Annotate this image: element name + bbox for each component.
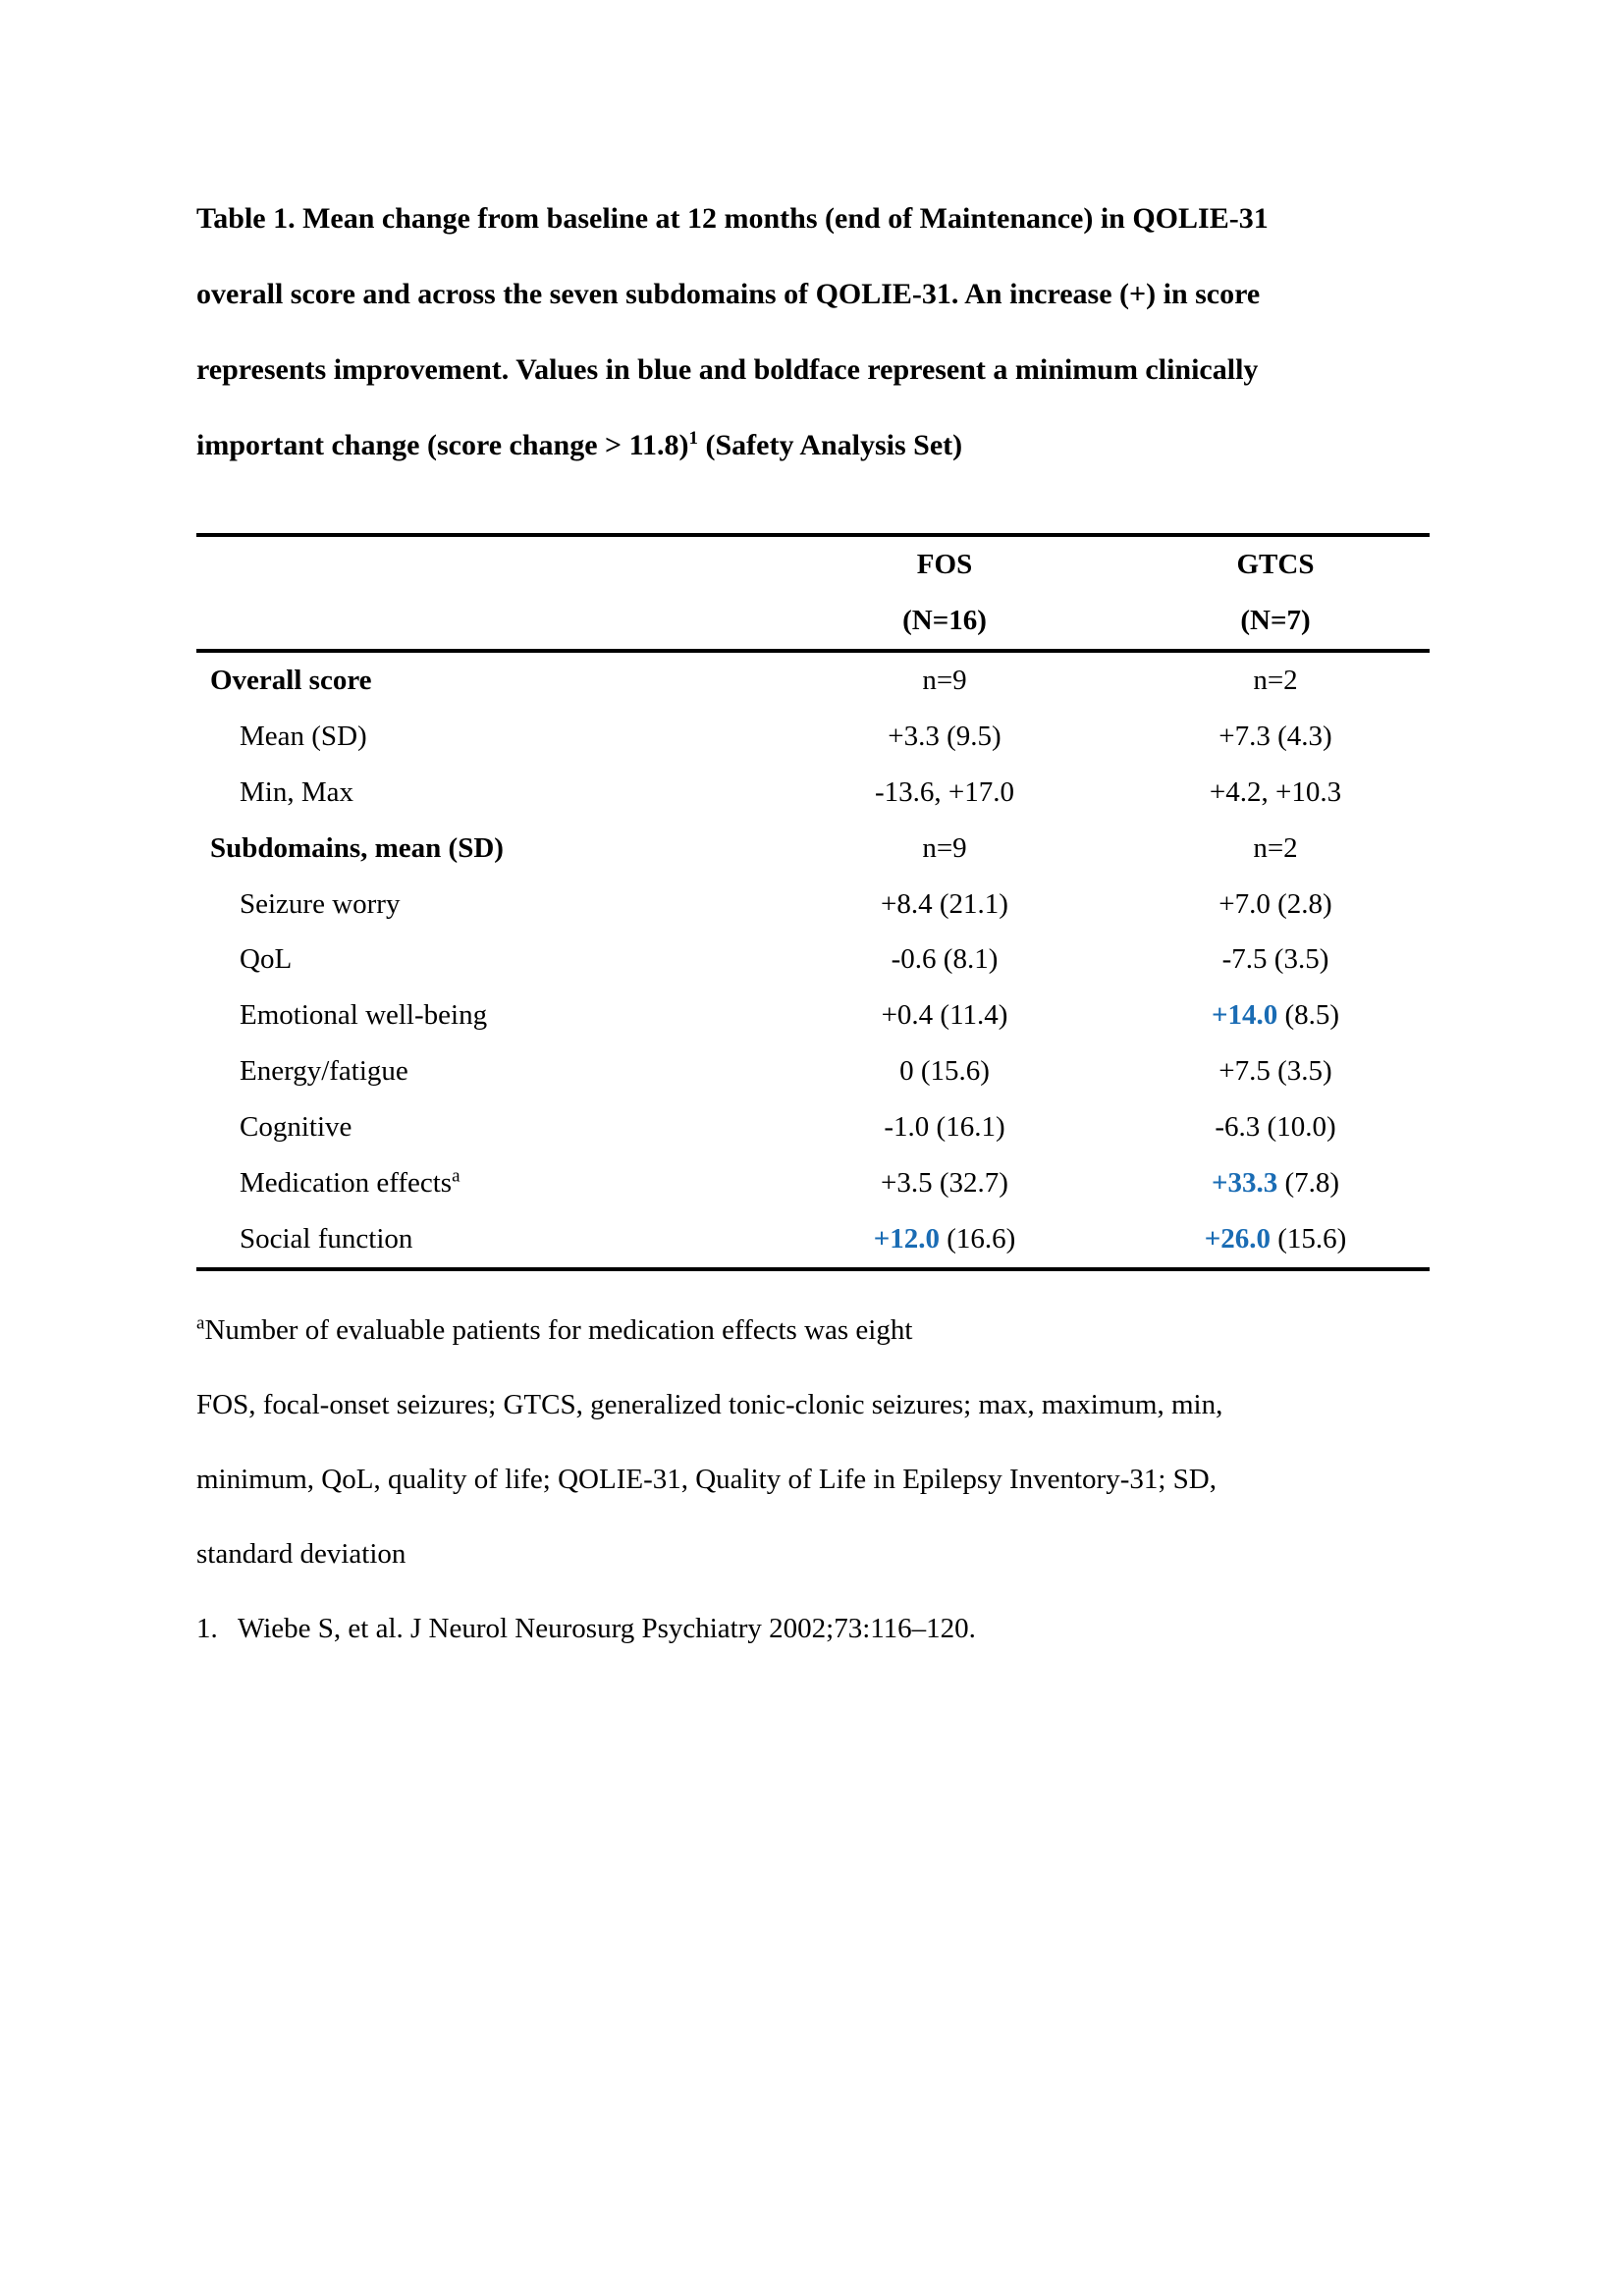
mcid-value: +26.0	[1204, 1222, 1271, 1255]
table-row	[196, 765, 1430, 821]
footnotes	[196, 1293, 1473, 1666]
reference-1-number: 1.	[196, 1613, 218, 1644]
cell-text: -6.3 (10.0)	[1215, 1111, 1336, 1144]
row-label	[196, 1111, 768, 1144]
cell-text: n=2	[1253, 831, 1298, 864]
caption-reference-superscript: 1	[688, 428, 698, 449]
cell-text: Energy/fatigue	[240, 1055, 408, 1088]
cell-text: +7.0 (2.8)	[1218, 887, 1332, 920]
row-label	[196, 776, 768, 809]
table-row	[196, 709, 1430, 765]
cell-text: Overall score	[210, 664, 372, 696]
row-label	[196, 721, 768, 753]
reference-1	[196, 1591, 1473, 1666]
reference-1-text: Wiebe S, et al. J Neurol Neurosurg Psychiatry 2002;73:116–120.	[238, 1613, 976, 1644]
fos-value-cell	[768, 665, 1121, 697]
fos-value-cell	[768, 1055, 1121, 1088]
table-row	[196, 1155, 1430, 1211]
fos-value-cell	[768, 1167, 1121, 1200]
cell-text: Medication effects	[240, 1166, 453, 1199]
mcid-value: +33.3	[1211, 1166, 1278, 1199]
footnote-a-superscript: a	[196, 1312, 205, 1334]
cell-text: n=9	[922, 831, 967, 864]
table-row	[196, 653, 1430, 709]
caption-line-1: Table 1. Mean change from baseline at 12 months (end of Maintenance) in QOLIE-31	[196, 202, 1269, 235]
fos-value-cell	[768, 999, 1121, 1032]
cell-text: (15.6)	[1270, 1222, 1347, 1255]
cell-text: Subdomains, mean (SD)	[210, 831, 504, 864]
table-row	[196, 821, 1430, 877]
row-label	[196, 999, 768, 1032]
mcid-value: +12.0	[873, 1222, 940, 1255]
cell-text: -0.6 (8.1)	[891, 943, 999, 976]
cell-text: a	[452, 1165, 460, 1187]
gtcs-value-cell	[1121, 888, 1430, 921]
footnote-a-text: Number of evaluable patients for medication effects was eight	[204, 1314, 913, 1346]
cell-text: +0.4 (11.4)	[881, 999, 1008, 1032]
qolie-results-table	[196, 533, 1430, 1271]
gtcs-value-cell	[1121, 943, 1430, 976]
table-header-row-1	[196, 537, 1430, 593]
fos-value-cell	[768, 721, 1121, 753]
fos-value-cell	[768, 1111, 1121, 1144]
row-label	[196, 1223, 768, 1255]
abbreviation-note-line-3: standard deviation	[196, 1538, 406, 1570]
cell-text: Mean (SD)	[240, 720, 367, 752]
cell-text: Min, Max	[240, 775, 353, 808]
header-fos-n: (N=16)	[902, 605, 987, 636]
table-row	[196, 932, 1430, 988]
cell-text: +3.3 (9.5)	[888, 720, 1001, 752]
caption-line-3: represents improvement. Values in blue and boldface represent a minimum clinically	[196, 353, 1259, 386]
gtcs-value-cell	[1121, 1167, 1430, 1200]
cell-text: Cognitive	[240, 1111, 352, 1144]
caption-line-4	[196, 407, 1463, 483]
mcid-value: +14.0	[1211, 999, 1278, 1032]
footnote-a	[196, 1293, 1473, 1367]
row-label	[196, 1055, 768, 1088]
cell-text: Emotional well-being	[240, 999, 488, 1032]
gtcs-value-cell	[1121, 1111, 1430, 1144]
abbreviation-note-line-2: minimum, QoL, quality of life; QOLIE-31, Quality of Life in Epilepsy Inventory-31; SD,	[196, 1464, 1217, 1495]
caption-line-4-tail: (Safety Analysis Set)	[698, 429, 963, 461]
row-label	[196, 943, 768, 976]
cell-text: n=2	[1253, 664, 1298, 696]
header-gtcs-group: GTCS	[1236, 549, 1315, 580]
table-row	[196, 877, 1430, 933]
fos-value-cell	[768, 776, 1121, 809]
cell-text: +8.4 (21.1)	[881, 887, 1008, 920]
table-row	[196, 1211, 1430, 1267]
gtcs-value-cell	[1121, 832, 1430, 865]
gtcs-value-cell	[1121, 776, 1430, 809]
fos-value-cell	[768, 888, 1121, 921]
row-label	[196, 1167, 768, 1200]
table-header	[196, 537, 1430, 653]
table-caption	[196, 181, 1463, 483]
gtcs-value-cell	[1121, 999, 1430, 1032]
cell-text: (16.6)	[939, 1222, 1016, 1255]
fos-value-cell	[768, 1223, 1121, 1255]
cell-text: (8.5)	[1277, 999, 1340, 1032]
row-label	[196, 888, 768, 921]
gtcs-value-cell	[1121, 721, 1430, 753]
caption-line-4-text: important change (score change > 11.8)	[196, 429, 689, 461]
cell-text: (7.8)	[1277, 1166, 1340, 1199]
table-header-row-2	[196, 593, 1430, 649]
abbreviation-note-line-1: FOS, focal-onset seizures; GTCS, generalized tonic-clonic seizures; max, maximum, min,	[196, 1389, 1223, 1420]
caption-line-2: overall score and across the seven subdomains of QOLIE-31. An increase (+) in score	[196, 278, 1261, 310]
fos-value-cell	[768, 943, 1121, 976]
cell-text: n=9	[922, 664, 967, 696]
cell-text: -13.6, +17.0	[874, 775, 1014, 808]
header-fos-group: FOS	[916, 549, 973, 580]
cell-text: +7.3 (4.3)	[1218, 720, 1332, 752]
cell-text: QoL	[240, 943, 293, 976]
cell-text: +3.5 (32.7)	[881, 1166, 1008, 1199]
gtcs-value-cell	[1121, 665, 1430, 697]
table-body	[196, 653, 1430, 1267]
cell-text: +7.5 (3.5)	[1218, 1055, 1332, 1088]
cell-text: +4.2, +10.3	[1209, 775, 1342, 808]
cell-text: Social function	[240, 1222, 413, 1255]
row-label	[196, 832, 768, 865]
table-row	[196, 1043, 1430, 1099]
table-row	[196, 1099, 1430, 1155]
cell-text: Seizure worry	[240, 887, 401, 920]
row-label	[196, 665, 768, 697]
fos-value-cell	[768, 832, 1121, 865]
gtcs-value-cell	[1121, 1223, 1430, 1255]
table-row	[196, 988, 1430, 1043]
gtcs-value-cell	[1121, 1055, 1430, 1088]
cell-text: 0 (15.6)	[899, 1055, 990, 1088]
header-gtcs-n: (N=7)	[1240, 605, 1311, 636]
cell-text: -7.5 (3.5)	[1221, 943, 1329, 976]
cell-text: -1.0 (16.1)	[884, 1111, 1005, 1144]
